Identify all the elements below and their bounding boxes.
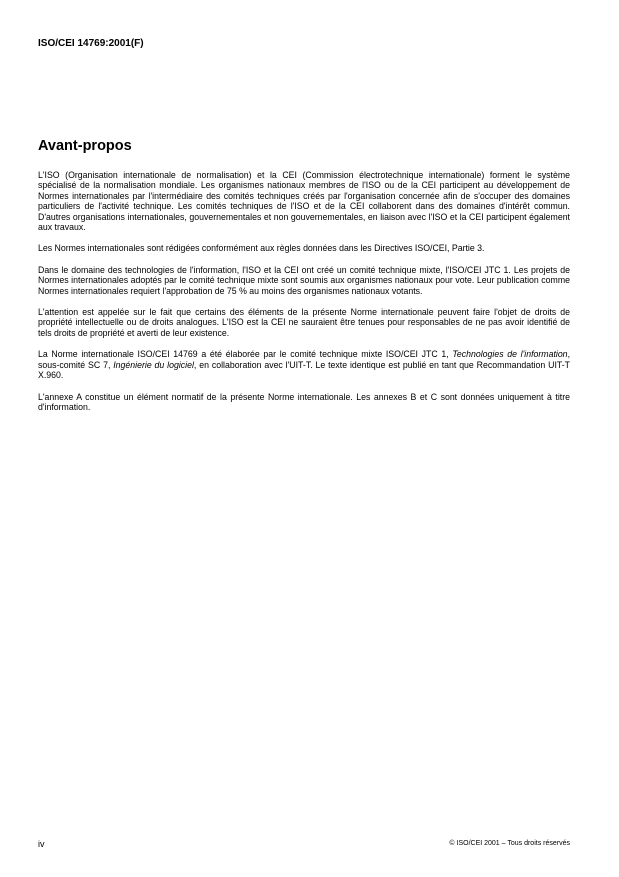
copyright-notice: © ISO/CEI 2001 – Tous droits réservés xyxy=(449,840,570,847)
document-id-header: ISO/CEI 14769:2001(F) xyxy=(38,38,144,49)
prepared-by-text-2: , sous-comité SC 7, xyxy=(38,349,570,370)
paragraph-annexes: L'annexe A constitue un élément normatif de la présente Norme internationale. Les annexes B et C sont données uniquement à titre d'information. xyxy=(38,391,570,412)
paragraph-prepared-by xyxy=(38,349,570,380)
section-title: Avant-propos xyxy=(38,138,132,154)
paragraph-jtc1: Dans le domaine des technologies de l'information, l'ISO et la CEI ont créé un comité technique mixte, l'ISO/CEI JTC 1. Les projets de Normes internationales adoptés par le comité technique mixte sont soumis aux organismes nationaux pour vote. Leur publication comme Normes internationales requiert l'approbation de 75 % au moins des organismes nationaux votants. xyxy=(38,264,570,296)
prepared-by-subcommittee-title: Ingénierie du logiciel xyxy=(113,359,194,370)
body-text xyxy=(38,170,570,423)
page-number: iv xyxy=(38,839,45,849)
paragraph-iso-cei-overview: L'ISO (Organisation internationale de normalisation) et la CEI (Commission électrotechnique internationale) forment le système spécialisé de la normalisation mondiale. Les organismes nationaux membres de l'ISO ou de la CEI participent au développement de Normes internationales par l'intermédiaire des comités techniques créés par l'organisation concernée afin de s'occuper des domaines particuliers de l'activité technique. Les comités techniques de l'ISO et de la CEI collaborent dans des domaines d'intérêt commun. D'autres organisations internationales, gouvernementales et non gouvernementales, en liaison avec l'ISO et la CEI participent également aux travaux. xyxy=(38,170,570,233)
prepared-by-text-3: , en collaboration avec l'UIT-T. Le texte identique est publié en tant que Recommandation UIT-T X.960. xyxy=(38,359,570,381)
prepared-by-committee-title: Technologies de l'information xyxy=(452,349,568,360)
paragraph-patent-rights: L'attention est appelée sur le fait que certains des éléments de la présente Norme internationale peuvent faire l'objet de droits de propriété intellectuelle ou de droits analogues. L'ISO est la CEI ne sauraient être tenues pour responsables de ne pas avoir identifié de tels droits de propriété et averti de leur existence. xyxy=(38,307,570,338)
paragraph-drafting-rules: Les Normes internationales sont rédigées conformément aux règles données dans les Directives ISO/CEI, Partie 3. xyxy=(38,243,485,254)
prepared-by-text-1: La Norme internationale ISO/CEI 14769 a été élaborée par le comité technique mixte ISO/CEI JTC 1, xyxy=(38,349,453,360)
